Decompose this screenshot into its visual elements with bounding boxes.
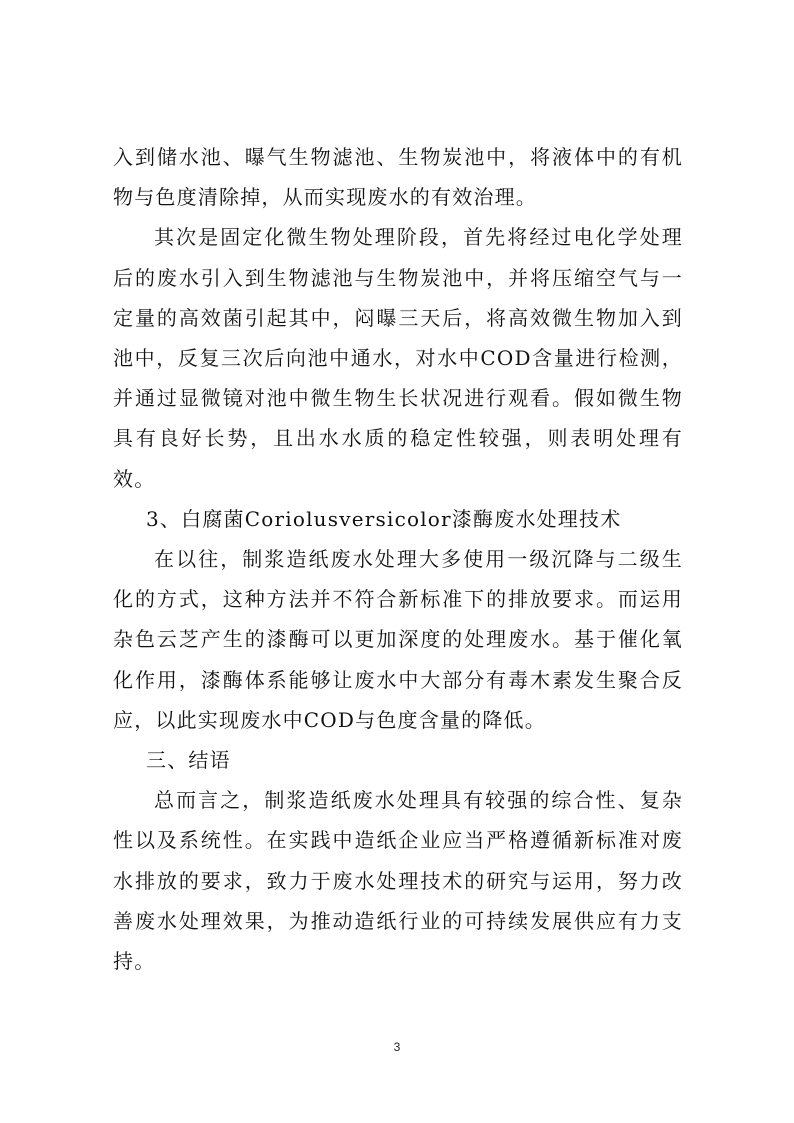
page-number: 3 — [393, 1040, 401, 1054]
document-body — [113, 137, 683, 981]
paragraph-continuation: 入到储水池、曝气生物滤池、生物炭池中，将液体中的有机物与色度清除掉，从而实现废水的有效治理。 — [113, 145, 683, 210]
paragraph-conclusion: 总而言之，制浆造纸废水处理具有较强的综合性、复杂性以及系统性。在实践中造纸企业应当严格遵循新标准对废水排放的要求，致力于废水处理技术的研究与运用，努力改善废水处理效果，为推动造纸行业的可持续发展供应有力支持。 — [113, 788, 683, 974]
paragraph-immobilized-microbes: 其次是固定化微生物处理阶段，首先将经过电化学处理后的废水引入到生物滤池与生物炭池中，并将压缩空气与一定量的高效菌引起其中，闷曝三天后，将高效微生物加入到池中，反复三次后向池中通水，对水中COD含量进行检测，并通过显微镜对池中微生物生长状况进行观看。假如微生物具有良好长势，且出水水质的稳定性较强，则表明处理有效。 — [113, 225, 683, 491]
paragraph-laccase: 在以往，制浆造纸废水处理大多使用一级沉降与二级生化的方式，这种方法并不符合新标准下的排放要求。而运用杂色云芝产生的漆酶可以更加深度的处理废水。基于催化氧化作用，漆酶体系能够让废水中大部分有毒木素发生聚合反应，以此实现废水中COD与色度含量的降低。 — [113, 547, 683, 732]
section-heading-laccase: 3、白腐菌Coriolusversicolor漆酶废水处理技术 — [146, 506, 622, 531]
section-heading-conclusion: 三、结语 — [146, 748, 231, 773]
